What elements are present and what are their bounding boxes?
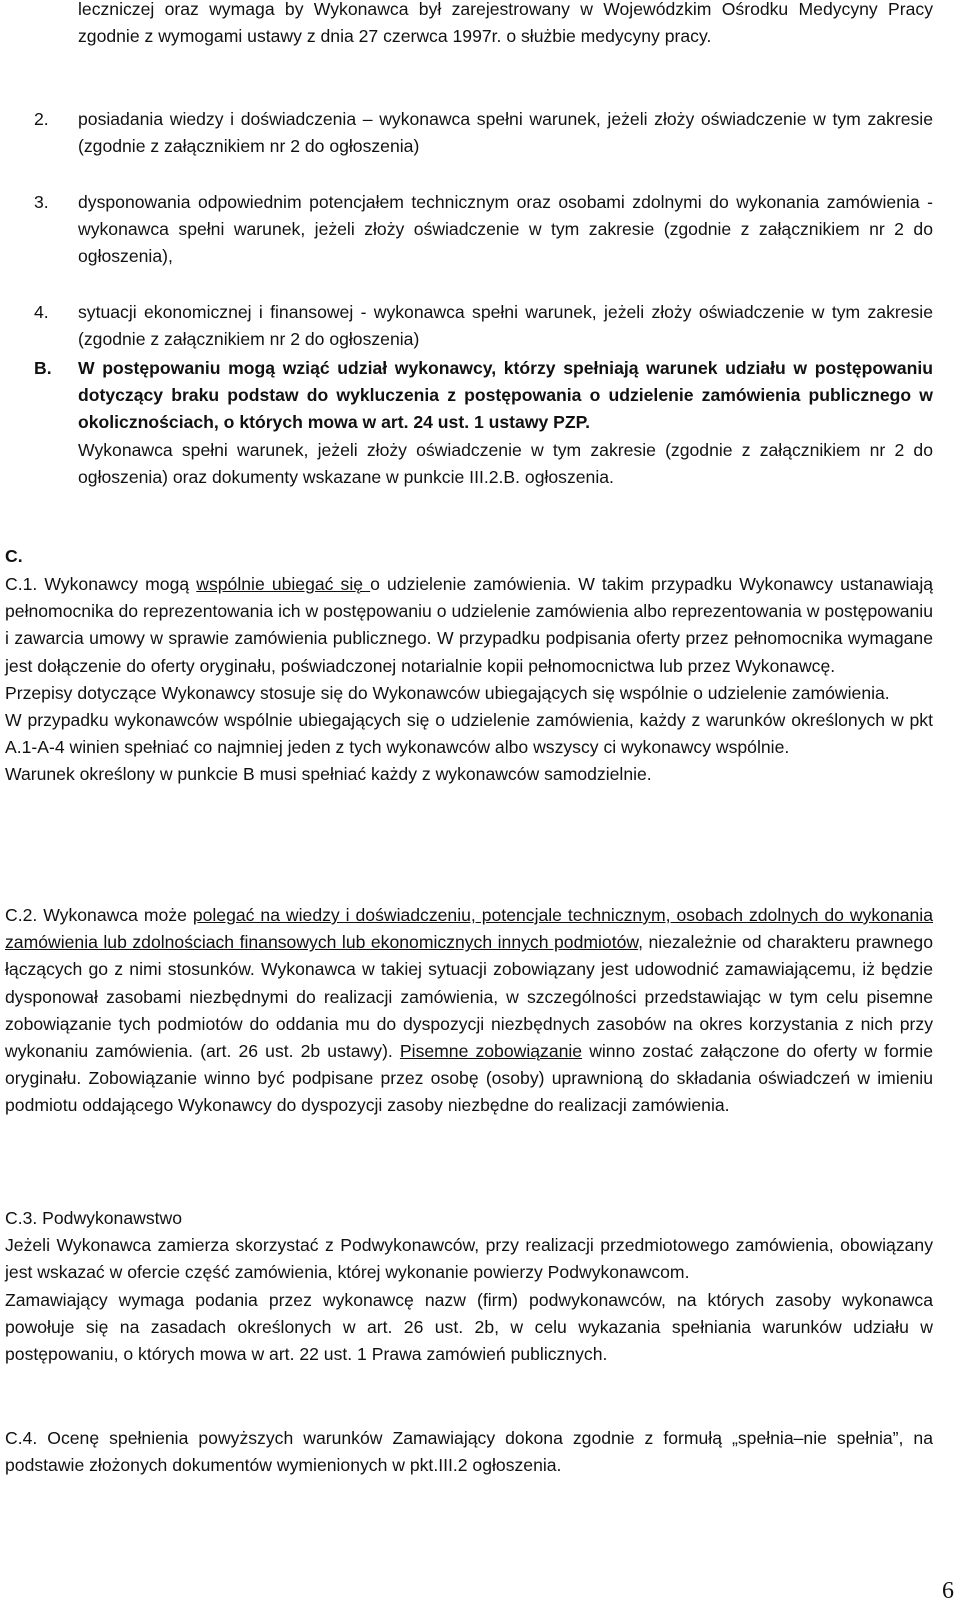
section-c3	[5, 1205, 933, 1368]
section-b-bold-text: W postępowaniu mogą wziąć udział wykonawcy, którzy spełniają warunek udziału w postępowaniu dotyczący braku podstaw do wykluczenia z postępowania o udzielenie zamówienia publicznego w okolicznościach, o których mowa w art. 24 ust. 1 ustawy PZP.	[78, 358, 933, 433]
c1-paragraph-4: Warunek określony w punkcie B musi spełniać każdy z wykonawców samodzielnie.	[5, 764, 652, 785]
c2-suffix: winno zostać załączone do oferty w formie oryginału. Zobowiązanie winno być podpisane przez osobę (osoby) uprawnioną do składania oświadczeń w imieniu podmiotu oddającego Wykonawcy do dyspozycji zasoby niezbędne do realizacji zamówienia.	[5, 1041, 934, 1116]
c2-middle: , niezależnie od charakteru prawnego łączących go z nimi stosunków. Wykonawca w takiej sytuacji zobowiązany jest udowodnić zamawiającemu, iż będzie dysponował zasobami niezbędnymi do realizacji zamówienia, w szczególności przedstawiając w tym celu pisemne zobowiązanie tych podmiotów do oddania mu do dyspozycji niezbędnych zasobów na okres korzystania z nich przy wykonaniu zamówienia. (art. 26 ust. 2b ustawy).	[5, 932, 933, 1062]
c2-prefix: C.2. Wykonawca może	[5, 905, 193, 925]
intro-paragraph: leczniczej oraz wymaga by Wykonawca był zarejestrowany w Wojewódzkim Ośrodku Medycyny Pracy zgodnie z wymogami ustawy z dnia 27 czerwca 1997r. o służbie medycyny pracy.	[78, 0, 933, 47]
list-item-text: sytuacji ekonomicznej i finansowej - wykonawca spełni warunek, jeżeli złoży oświadczenie w tym zakresie (zgodnie z załącznikiem nr 2 do ogłoszenia)	[78, 302, 933, 350]
c1-paragraph-3: W przypadku wykonawców wspólnie ubiegających się o udzielenie zamówienia, każdy z warunków określonych w pkt A.1-A-4 winien spełniać co najmniej jeden z tych wykonawców albo wszyscy ci wykonawcy wspólnie.	[5, 710, 933, 758]
item-number: 4.	[34, 302, 49, 322]
c1-suffix: o udzielenie zamówienia. W takim przypadku Wykonawcy ustanawiają pełnomocnika do reprezentowania ich w postępowaniu o udzielenie zamówienia albo reprezentowania w postępowaniu i zawarcia umowy w sprawie zamówienia publicznego. W przypadku podpisania oferty przez pełnomocnika wymagane jest dołączenie do oferty oryginału, poświadczonej notarialnie kopii pełnomocnictwa lub przez Wykonawcę.	[5, 574, 934, 676]
section-c1	[5, 571, 933, 789]
c3-paragraph-2: Zamawiający wymaga podania przez wykonawcę nazw (firm) podwykonawców, na których zasoby wykonawca powołuje się na zasadach określonych w art. 26 ust. 2b, w celu wykazania spełniania warunków udziału w postępowaniu, o których mowa w art. 22 ust. 1 Prawa zamówień publicznych.	[5, 1289, 933, 1365]
section-b-number: B.	[34, 358, 52, 378]
page-number: 6	[942, 1578, 954, 1604]
item-number: 3.	[34, 192, 49, 212]
c3-paragraph-1: Jeżeli Wykonawca zamierza skorzystać z Podwykonawców, przy realizacji przedmiotowego zamówienia, obowiązany jest wskazać w ofercie część zamówienia, której wykonanie powierzy Podwykonawcom.	[5, 1235, 933, 1283]
list-item-text: posiadania wiedzy i doświadczenia – wykonawca spełni warunek, jeżeli złoży oświadczenie w tym zakresie (zgodnie z załącznikiem nr 2 do ogłoszenia)	[78, 109, 933, 157]
c2-underlined-2: Pisemne zobowiązanie	[399, 1041, 583, 1062]
c2-underlined: polegać na wiedzy i doświadczeniu, potencjale technicznym, osobach zdolnych do wykonania zamówienia lub zdolnościach finansowych lub ekonomicznych innych podmiotów	[5, 905, 934, 953]
section-b-text: Wykonawca spełni warunek, jeżeli złoży oświadczenie w tym zakresie (zgodnie z załącznikiem nr 2 do ogłoszenia) oraz dokumenty wskazane w punkcie III.2.B. ogłoszenia.	[78, 439, 933, 487]
section-c2	[5, 902, 933, 1120]
c1-underlined: wspólnie ubiegać się	[196, 574, 371, 594]
section-c-heading: C.	[5, 546, 23, 566]
section-c4: C.4. Ocenę spełnienia powyższych warunków Zamawiający dokona zgodnie z formułą „spełnia–nie spełnia”, na podstawie złożonych dokumentów wymienionych w pkt.III.2 ogłoszenia.	[5, 1428, 933, 1476]
item-number: 2.	[34, 109, 49, 129]
c1-prefix: C.1. Wykonawcy mogą	[5, 574, 197, 594]
list-item-text: dysponowania odpowiednim potencjałem technicznym oraz osobami zdolnymi do wykonania zamówienia - wykonawca spełni warunek, jeżeli złoży oświadczenie w tym zakresie (zgodnie z załącznikiem nr 2 do ogłoszenia),	[78, 192, 933, 267]
section-b-body	[78, 355, 933, 491]
c1-paragraph-2: Przepisy dotyczące Wykonawcy stosuje się do Wykonawców ubiegających się wspólnie o udzielenie zamówienia.	[5, 682, 890, 703]
c3-heading: C.3. Podwykonawstwo	[5, 1208, 182, 1228]
